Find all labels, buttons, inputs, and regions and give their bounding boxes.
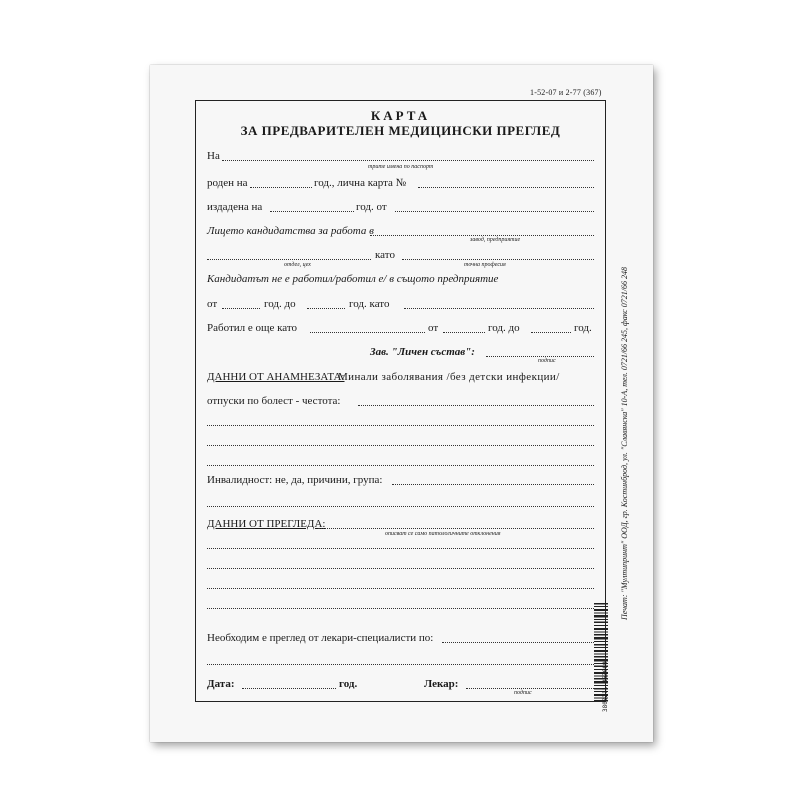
izdadena-label: издадена на	[207, 201, 263, 213]
zavod-hint: завод, предприятие	[470, 237, 521, 243]
form-subtitle: ЗА ПРЕДВАРИТЕЛЕН МЕДИЦИНСКИ ПРЕГЛЕД	[240, 123, 561, 138]
lekar-label: Лекар:	[424, 678, 459, 690]
form-title: КАРТА	[370, 108, 431, 123]
ot2-label: от	[428, 322, 439, 334]
ot-year-field[interactable]	[222, 308, 260, 309]
anamneza-line-3[interactable]	[207, 465, 594, 466]
data-label: Дата:	[207, 678, 235, 690]
zav-label: Зав. "Личен състав":	[370, 346, 475, 358]
roden-label: роден на	[207, 177, 248, 189]
pregled-title: ДАННИ ОТ ПРЕГЛЕДА:	[207, 518, 326, 530]
god-do-label: год. до	[264, 298, 296, 310]
pregled-line-3[interactable]	[207, 588, 594, 589]
date-field[interactable]	[242, 688, 336, 689]
god-kato-label: год. като	[349, 298, 390, 310]
neobhodim-line-2[interactable]	[207, 664, 594, 665]
printer-info: Печат: "Мултипринт" ООД, гр. Костинброд, ул. "Славянска" 10-А, тел. 0721/66 245, факс 0721/66 248	[620, 267, 629, 620]
invalidnost-label: Инвалидност: не, да, причини, група:	[207, 474, 383, 486]
god-end-label: год.	[574, 322, 592, 334]
ot2-year-field[interactable]	[443, 332, 485, 333]
god-date-label: год.	[339, 678, 358, 690]
do-year-field[interactable]	[307, 308, 345, 309]
otpuski-label: отпуски по болест - честота:	[207, 395, 341, 407]
rabotil-field[interactable]	[310, 332, 425, 333]
lekar-signature-field[interactable]	[466, 688, 594, 689]
otpuski-field[interactable]	[358, 405, 594, 406]
kandidatat-label: Кандидатът не е работил/работил е/ в същото предприятие	[207, 273, 499, 285]
invalidnost-field[interactable]	[392, 484, 594, 485]
kato-field[interactable]	[404, 308, 594, 309]
do2-year-field[interactable]	[531, 332, 571, 333]
god-do2-label: год. до	[488, 322, 520, 334]
zav-signature-field[interactable]	[486, 356, 594, 357]
invalidnost-line-2[interactable]	[207, 506, 594, 507]
anamneza-line-1[interactable]	[207, 425, 594, 426]
god-ot-label: год. от	[356, 201, 387, 213]
pregled-hint: описват се само патологичните отклонения	[385, 531, 501, 537]
anamneza-title: ДАННИ ОТ АНАМНЕЗАТА:	[207, 371, 345, 383]
pregled-line-4[interactable]	[207, 608, 594, 609]
izdadena-ot-field[interactable]	[395, 211, 594, 212]
otdel-hint: отдел, цех	[284, 262, 311, 268]
kato-label: като	[375, 249, 395, 261]
zavod-field[interactable]	[370, 235, 594, 236]
zav-signature-hint: подпис	[538, 358, 556, 364]
roden-field[interactable]	[250, 187, 312, 188]
ot-label: от	[207, 298, 218, 310]
neobhodim-field[interactable]	[442, 642, 594, 643]
na-hint: трите имена по паспорт	[368, 164, 434, 170]
lekar-signature-hint: подпис	[514, 690, 532, 696]
otdel-field[interactable]	[207, 259, 371, 260]
na-field[interactable]	[222, 160, 594, 161]
barcode-number: 3800211 863669	[602, 661, 609, 712]
lichna-karta-field[interactable]	[418, 187, 594, 188]
form-code: 1-52-07 и 2-77 (367)	[530, 88, 602, 97]
izdadena-field[interactable]	[270, 211, 354, 212]
pregled-field[interactable]	[318, 528, 594, 529]
na-label: На	[207, 150, 220, 162]
pregled-line-1[interactable]	[207, 548, 594, 549]
anamneza-line-2[interactable]	[207, 445, 594, 446]
pregled-line-2[interactable]	[207, 568, 594, 569]
liceto-label: Лицето кандидатства за работа в	[207, 225, 374, 237]
god-lichna-karta-label: год., лична карта №	[314, 177, 407, 189]
anamneza-text: Минали заболявания /без детски инфекции/	[338, 371, 560, 383]
profesia-hint: точна професия	[464, 262, 506, 268]
neobhodim-label: Необходим е преглед от лекари-специалисти по:	[207, 632, 434, 644]
rabotil-label: Работил е още като	[207, 322, 298, 334]
profesia-field[interactable]	[402, 259, 594, 260]
